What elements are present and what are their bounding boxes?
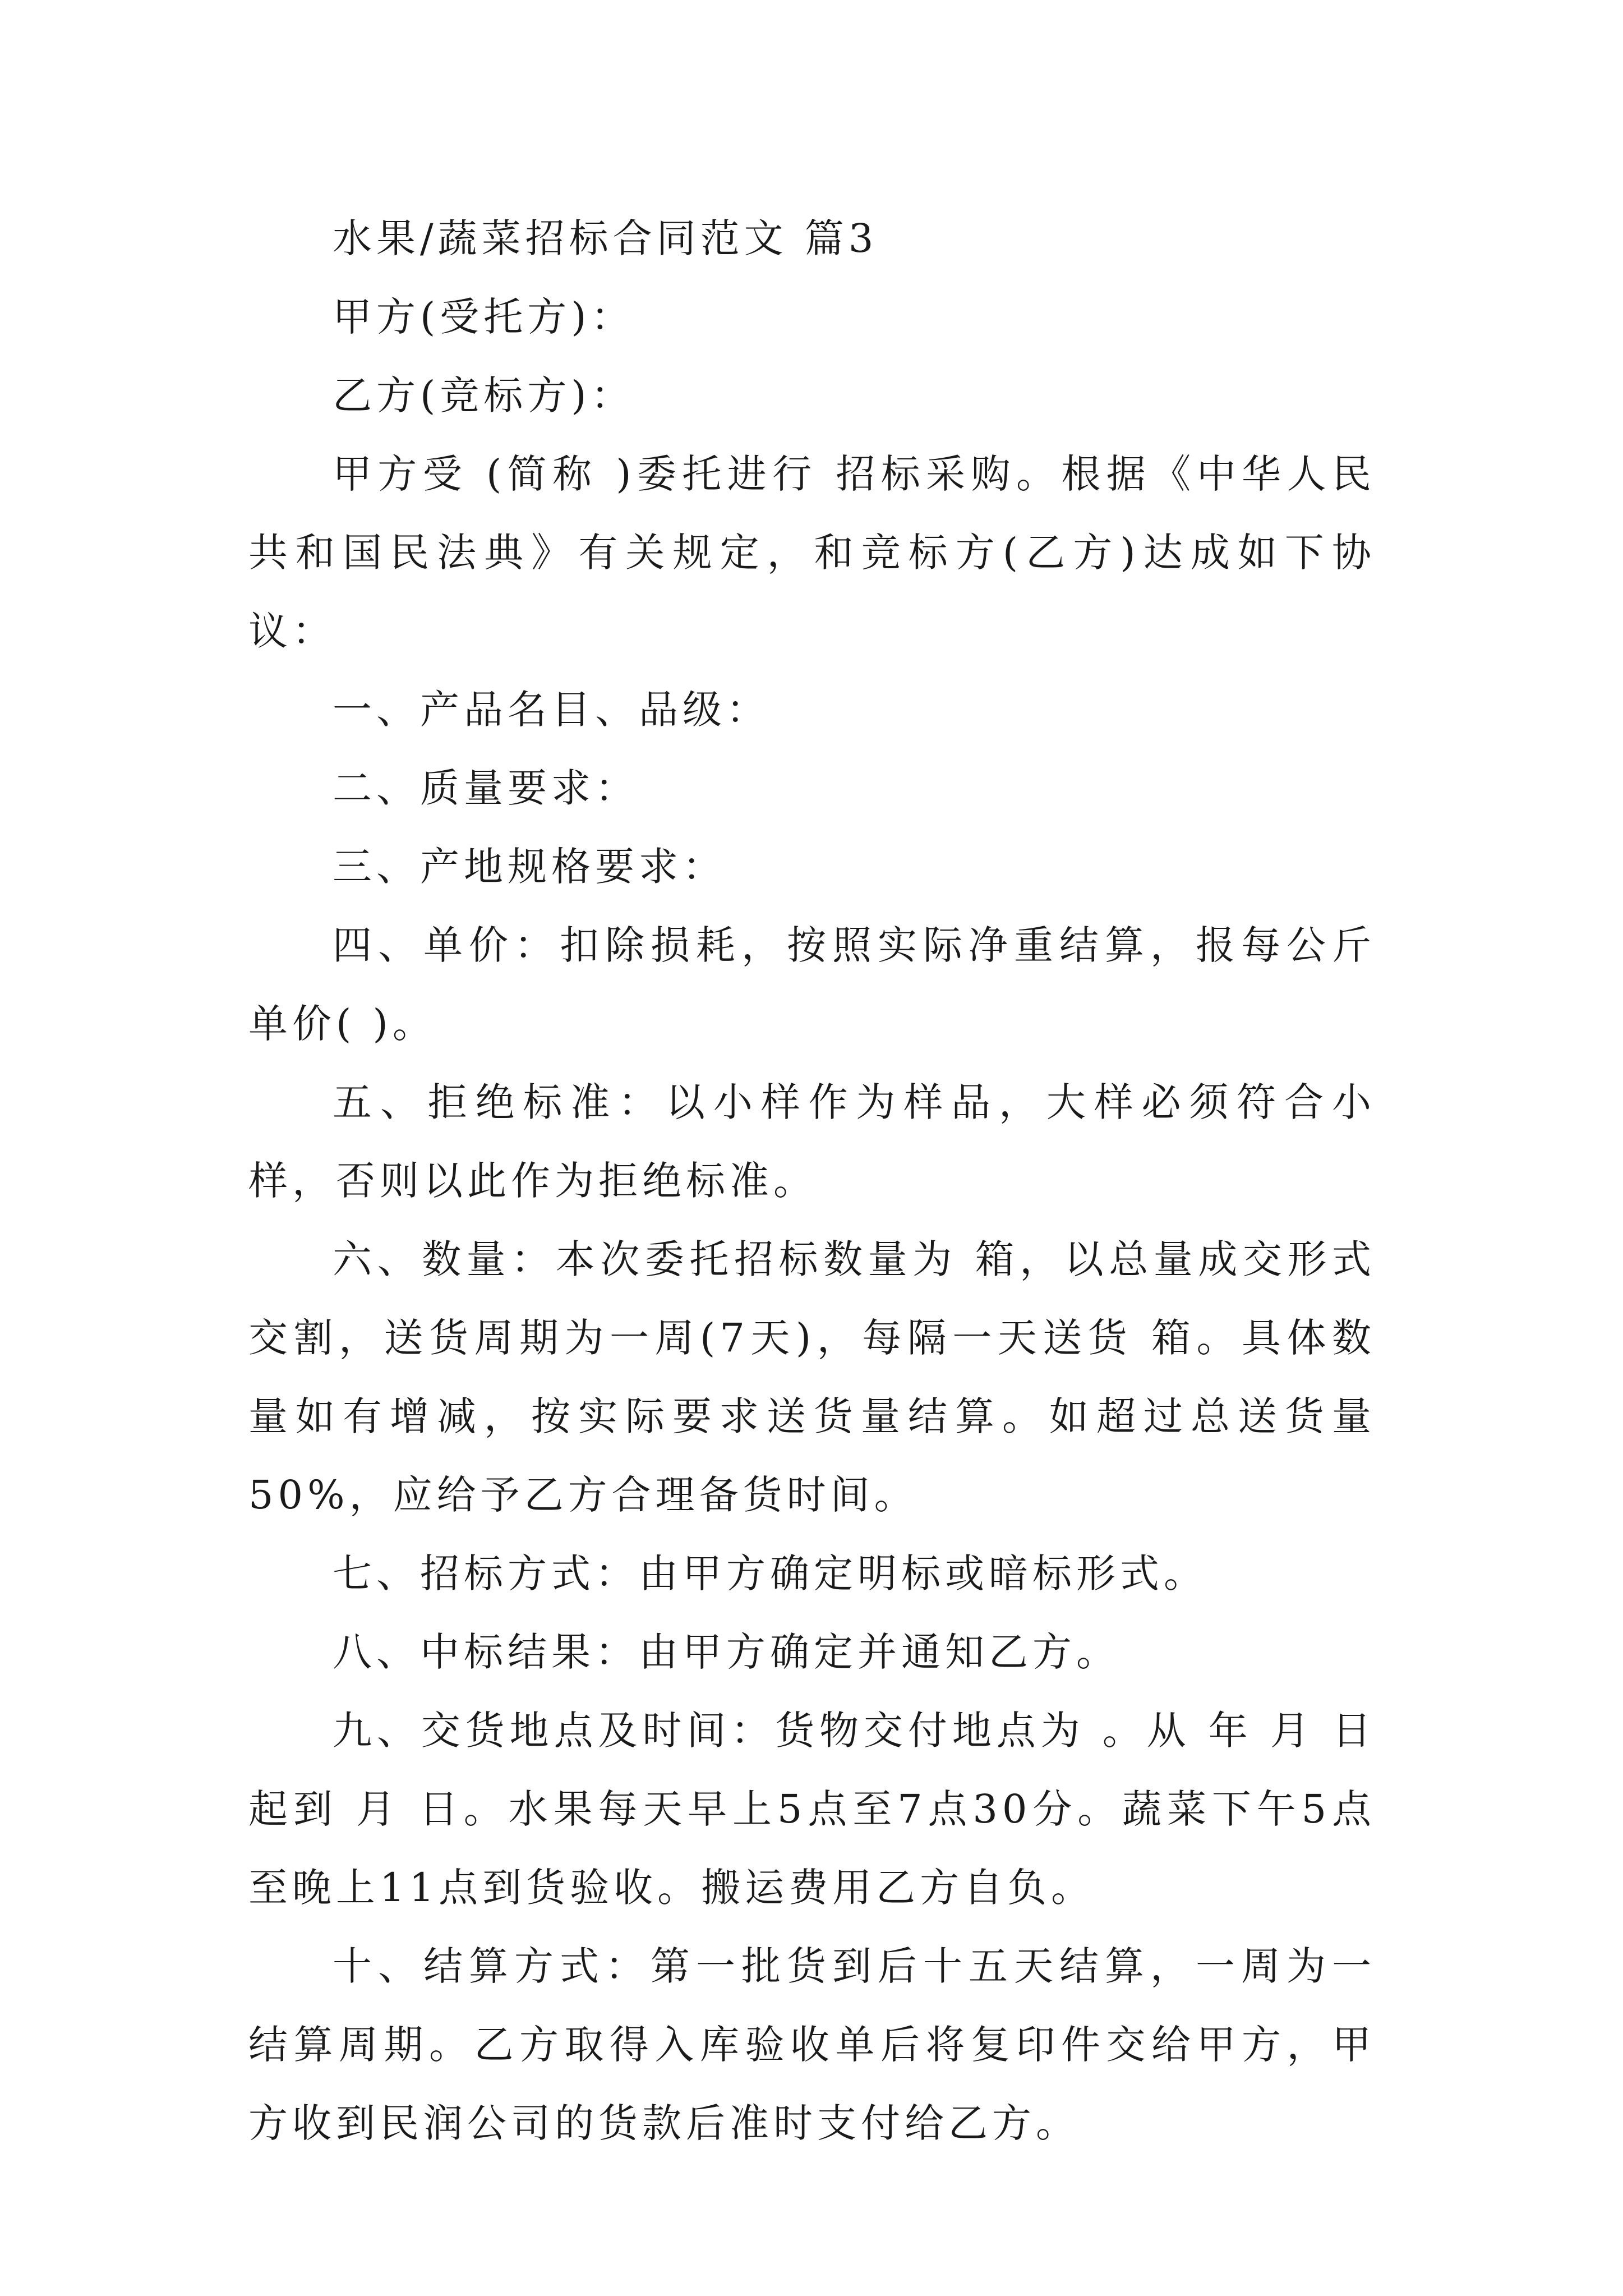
clause-6-quantity: 六、数量：本次委托招标数量为 箱，以总量成交形式交割，送货周期为一周(7天)，每隔一天送货 箱。具体数量如有增减，按实际要求送货量结算。如超过总送货量50%，应给予乙方合理备货时间。 bbox=[248, 1236, 1376, 1518]
clause-4-unit-price: 四、单价：扣除损耗，按照实际净重结算，报每公斤单价( )。 bbox=[248, 922, 1376, 1047]
preamble-paragraph: 甲方受 (简称 )委托进行 招标采购。根据《中华人民共和国民法典》有关规定，和竞标方(乙方)达成如下协议： bbox=[248, 451, 1376, 654]
document-body bbox=[248, 199, 1376, 2162]
clause-3-origin-spec: 三、产地规格要求： bbox=[333, 844, 726, 890]
party-b-line: 乙方(竞标方)： bbox=[333, 372, 635, 418]
clause-7-bidding-method: 七、招标方式：由甲方确定明标或暗标形式。 bbox=[333, 1550, 1207, 1596]
clause-2-quality: 二、质量要求： bbox=[333, 765, 639, 811]
clause-9-delivery: 九、交货地点及时间：货物交付地点为 。从 年 月 日起到 月 日。水果每天早上5点至7点30分。蔬菜下午5点至晚上11点到货验收。搬运费用乙方自负。 bbox=[248, 1708, 1376, 1911]
clause-5-rejection: 五、拒绝标准：以小样作为样品，大样必须符合小样，否则以此作为拒绝标准。 bbox=[248, 1079, 1376, 1204]
clause-1-product-category: 一、产品名目、品级： bbox=[333, 687, 770, 733]
clause-8-result: 八、中标结果：由甲方确定并通知乙方。 bbox=[333, 1629, 1120, 1675]
clause-10-settlement: 十、结算方式：第一批货到后十五天结算，一周为一结算周期。乙方取得入库验收单后将复印件交给甲方，甲方收到民润公司的货款后准时支付给乙方。 bbox=[248, 1943, 1376, 2146]
party-a-line: 甲方(受托方)： bbox=[333, 294, 635, 340]
document-title: 水果/蔬菜招标合同范文 篇3 bbox=[333, 215, 878, 261]
